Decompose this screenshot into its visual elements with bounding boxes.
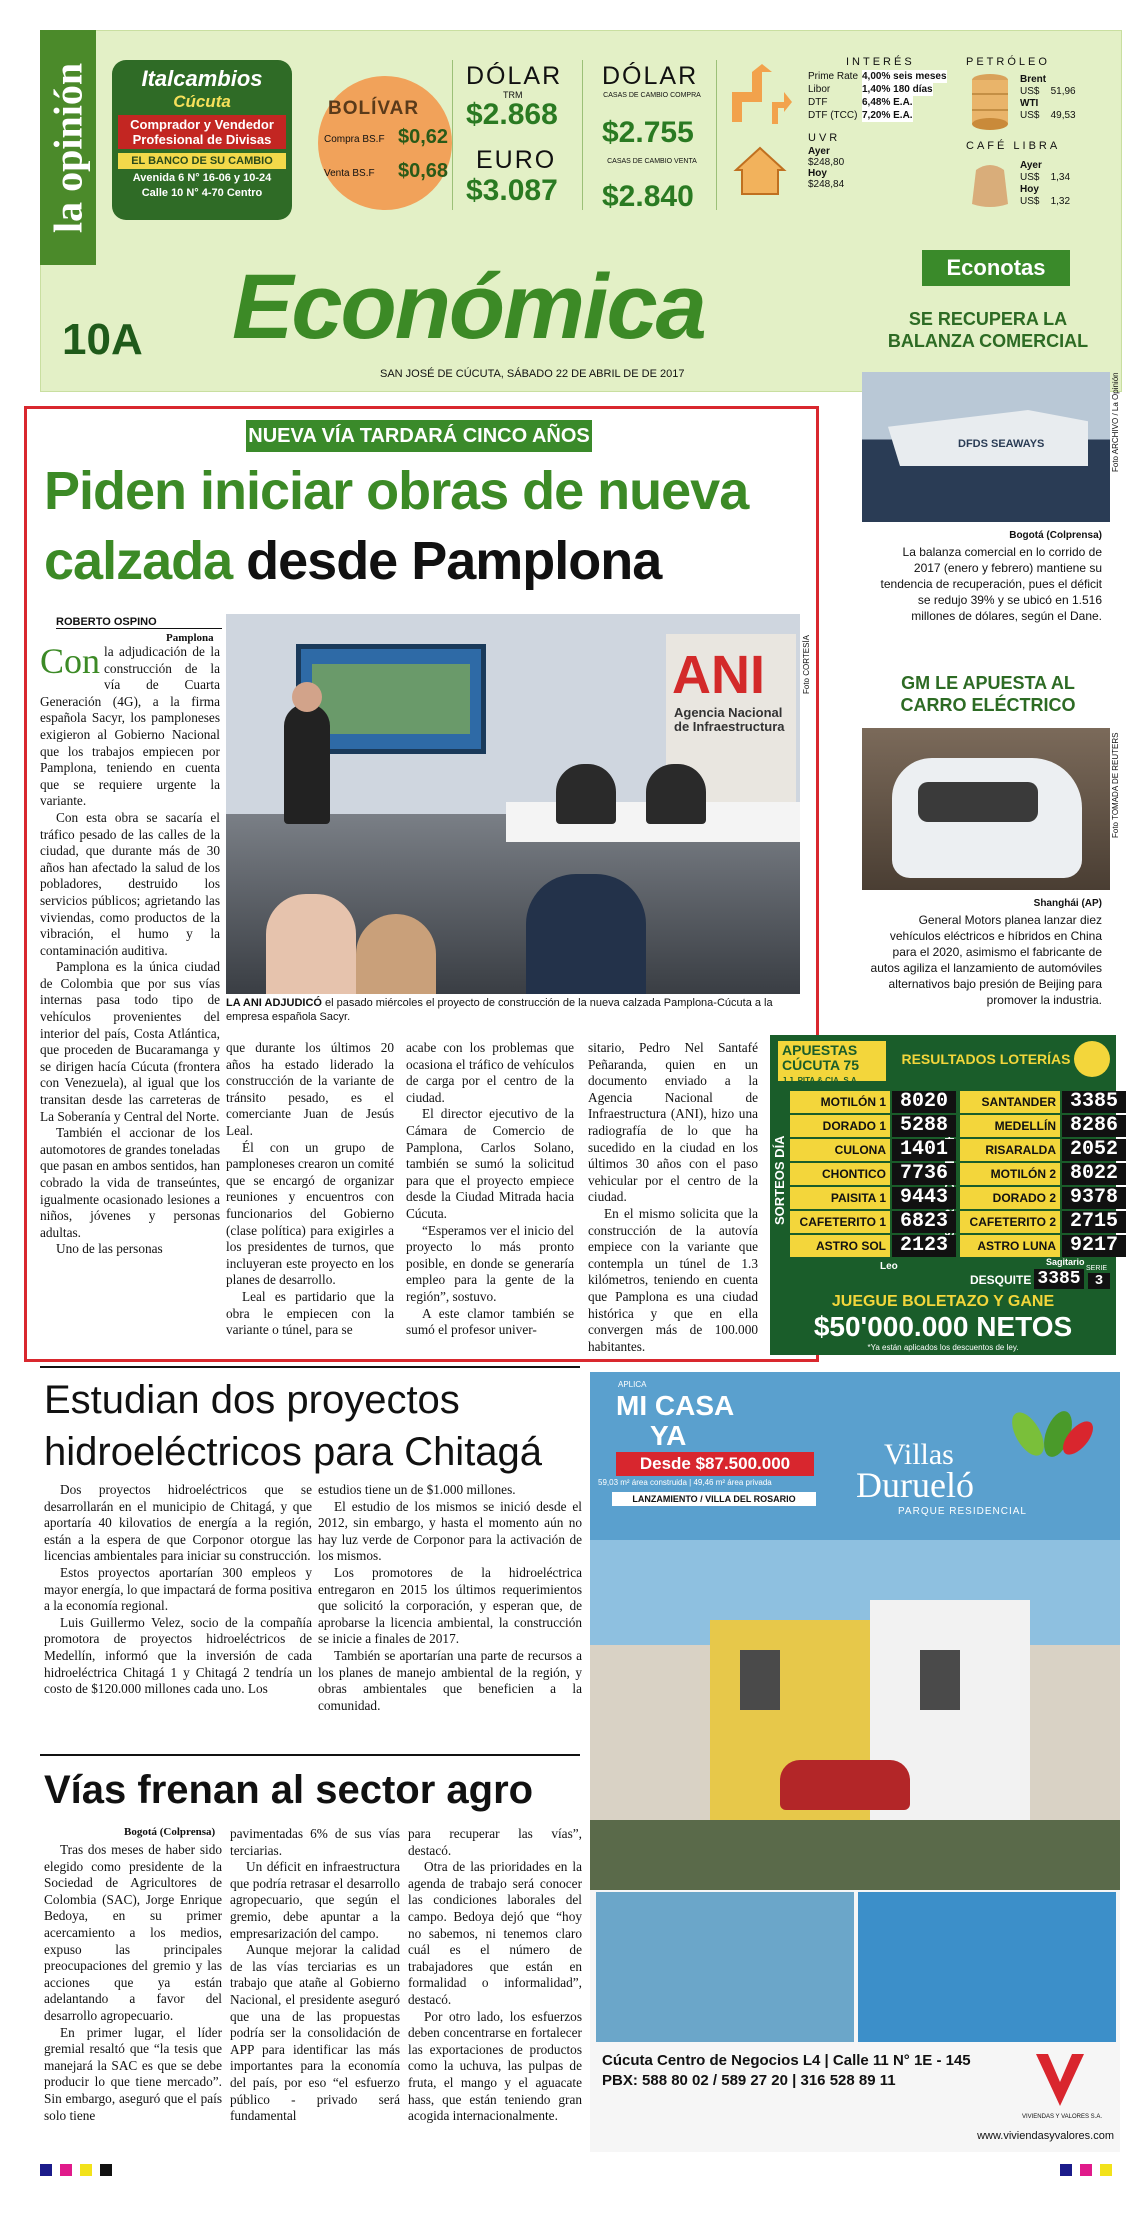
- cafe-hoy-label: Hoy: [1020, 184, 1039, 195]
- page-number: 10A: [62, 315, 143, 364]
- drop-cap: Con: [40, 641, 101, 681]
- lottery-mascot-icon: [1074, 1041, 1110, 1077]
- dia-sign: Leo: [880, 1261, 898, 1272]
- cafe-values: [1020, 160, 1110, 208]
- pool-render-2: [858, 1892, 1116, 2042]
- divider: [56, 628, 222, 629]
- petroleo-label: PETRÓLEO: [966, 56, 1050, 68]
- promo-note: *Ya están aplicados los descuentos de ley.: [867, 1343, 1019, 1352]
- kicker: NUEVA VÍA TARDARÁ CINCO AÑOS: [246, 420, 592, 452]
- cafe-hoy: 1,32: [1050, 196, 1071, 207]
- caption-lead: LA ANI ADJUDICÓ: [226, 997, 322, 1009]
- car-photo: [862, 728, 1110, 890]
- registration-mark: [1060, 2164, 1072, 2176]
- paragraph: Luis Guillermo Velez, socio de la compañía promotora de proyectos hidroeléctricos de Medellín, informó que la inversión de cada hidroeléctrica Chitagá 1 y Chitagá 2 tendría un costo de $120.000 millones cada uno. Los: [44, 1614, 312, 1697]
- noche-results: [960, 1091, 1127, 1271]
- agro-headline: Vías frenan al sector agro: [44, 1768, 534, 1812]
- econotas-title: Econotas: [922, 250, 1070, 286]
- headline-line-1: Piden iniciar obras de nueva: [44, 461, 749, 521]
- caption-text: el pasado miércoles el proyecto de construcción de la nueva calzada Pamplona-Cúcuta a la empresa española Sacyr.: [226, 997, 773, 1023]
- registration-mark: [80, 2164, 92, 2176]
- chitaga-column-2: [318, 1482, 582, 1714]
- interes-row-label: DTF (TCC): [808, 110, 858, 121]
- divider: [452, 60, 453, 210]
- lottery-row: [790, 1187, 960, 1209]
- paragraph: En el mismo solicita que la construcción de la autovía empiece con la variante que contempla un túnel de 1.3 kilómetros, teniendo en cuenta que Pamplona es una ciudad histórica y que en ella convergen más de 100.000 habitantes.: [588, 1205, 758, 1354]
- lottery-name: CAFETERITO 2: [960, 1211, 1060, 1233]
- pool-render-1: [596, 1892, 854, 2042]
- leaf-logo-icon: [998, 1404, 1098, 1464]
- paragraph: “Esperamos ver el inicio del proyecto lo más pronto posible, en donde se generaría empleo para la gente de la región”, sostuvo.: [406, 1222, 574, 1304]
- uvr-label: UVR: [808, 132, 841, 144]
- agro-column-3: [408, 1826, 582, 2125]
- serie-label: SERIE: [1086, 1265, 1108, 1272]
- uvr-ayer: $248,80: [808, 157, 845, 168]
- apuestas-sub: J.J. PITA & CIA. S.A.: [782, 1076, 859, 1085]
- ship-text: DFDS SEAWAYS: [958, 438, 1045, 450]
- section-vertical-label: la opinión: [40, 30, 96, 265]
- uvr-hoy: $248,84: [808, 179, 845, 190]
- chitaga-headline-2: hidroeléctricos para Chitagá: [44, 1430, 543, 1474]
- lottery-row: [790, 1163, 960, 1185]
- brent-value: 51,96: [1050, 86, 1076, 97]
- bolivar-label: BOLÍVAR: [328, 98, 420, 119]
- ad-brand-1: Villas: [884, 1438, 954, 1471]
- lottery-name: CAFETERITO 1: [790, 1211, 890, 1233]
- paragraph: Estos proyectos aportarían 300 empleos y mayor energía, lo que impactará de forma positiva a la economía regional.: [44, 1564, 312, 1614]
- econotas-headline-2: GM LE APUESTA AL CARRO ELÉCTRICO: [900, 673, 1076, 715]
- sorteos-dia-label: SORTEOS DÍA: [772, 1135, 787, 1225]
- uvr-hoy-label: Hoy: [808, 168, 827, 179]
- divider: [40, 1366, 580, 1368]
- headline-black-words: desde Pamplona: [246, 531, 662, 591]
- paragraph: A este clamor también se sumó el profesor univer-: [406, 1305, 574, 1338]
- paragraph: Los promotores de la hidroeléctrica entregaron en 2015 los últimos requerimientos que solicitó la corporación, y esperan que, de aprobarse la licencia ambiental, la construcción se inicie a finales de 2017.: [318, 1564, 582, 1647]
- lottery-number: 8286: [1062, 1115, 1126, 1137]
- lottery-title: RESULTADOS LOTERÍAS: [901, 1051, 1071, 1067]
- lottery-name: MOTILÓN 1: [790, 1091, 890, 1113]
- photo-credit: Foto CORTESÍA: [802, 635, 811, 694]
- paragraph: Uno de las personas: [56, 1241, 163, 1257]
- lottery-number: 9378: [1062, 1187, 1126, 1209]
- story-column-3: [406, 1040, 574, 1339]
- lottery-number: 2052: [1062, 1139, 1126, 1161]
- noche-sign: Sagitario: [1046, 1257, 1085, 1267]
- coffee-sack-icon: [968, 160, 1012, 210]
- house-icon: [730, 140, 790, 200]
- wti-value: 49,53: [1050, 110, 1076, 121]
- cafe-ayer-label: Ayer: [1020, 160, 1042, 171]
- apuestas-logo: [778, 1041, 886, 1085]
- press-conference-photo: [226, 614, 800, 994]
- lottery-row: [790, 1115, 960, 1137]
- lottery-row: [960, 1163, 1127, 1185]
- cafe-ayer: 1,34: [1050, 172, 1071, 183]
- ad-office: Cúcuta Centro de Negocios L4 | Calle 11 N° 1E - 145: [602, 2052, 971, 2069]
- interes-row-value: 6,48% E.A.: [862, 97, 913, 108]
- story-column-1: [40, 641, 220, 1258]
- promo-line-1: JUEGUE BOLETAZO Y GANE: [831, 1293, 1055, 1310]
- lottery-row: [960, 1187, 1127, 1209]
- photo-credit: Foto ARCHIVO / La Opinión: [1111, 372, 1120, 472]
- story-column-2: [226, 1040, 394, 1339]
- cafe-hoy-unit: US$: [1020, 196, 1040, 207]
- bolivar-venta-label: Venta BS.F: [324, 168, 375, 179]
- interes-row-label: DTF: [808, 97, 828, 108]
- wti-label: WTI: [1020, 98, 1039, 109]
- chitaga-column-1: [44, 1482, 312, 1698]
- wti-unit: US$: [1020, 110, 1040, 121]
- oil-barrel-icon: [968, 72, 1012, 132]
- photo-credit: Foto TOMADA DE REUTERS: [1111, 732, 1120, 838]
- paragraph: para recuperar las vías”, destacó.: [408, 1826, 582, 1858]
- interes-row-label: Libor: [808, 84, 831, 95]
- lottery-number: 2123: [892, 1235, 956, 1257]
- lottery-number: 9217: [1062, 1235, 1126, 1257]
- paragraph: Con esta obra se sacaría el tráfico pesado de las calles de la ciudad, que durante más de 30 años han afectado la salud de los pobladores, destruido los servicios públicos; agrietando las viviendas, como productos de la vibración, el humo y la contaminación auditiva.: [40, 809, 220, 958]
- paragraph: En primer lugar, el líder gremial resaltó que “la tesis que manejará la SAC es que se debe producir lo que tiene mercado”. Sin embargo, aseguró que el país solo tiene: [44, 2024, 222, 2123]
- headline-line-2: [44, 530, 661, 592]
- chitaga-headline-1: Estudian dos proyectos: [44, 1378, 460, 1422]
- dolar-casas-label: DÓLAR: [602, 62, 699, 90]
- interes-row-value: 4,00% seis meses: [862, 71, 947, 82]
- company-logo-icon: [1030, 2048, 1090, 2112]
- petroleo-values: [1020, 74, 1110, 122]
- paragraph: estudios tiene un de $1.000 millones.: [318, 1482, 516, 1497]
- paragraph: acabe con los problemas que ocasiona el tráfico de vehículos de carga por el centro de la ciudad.: [406, 1040, 574, 1105]
- story-column-4: [588, 1040, 758, 1355]
- ad-brand-2: Durueló: [856, 1465, 974, 1505]
- cafe-ayer-unit: US$: [1020, 172, 1040, 183]
- lottery-name: MEDELLÍN: [960, 1115, 1060, 1137]
- interes-label: INTERÉS: [846, 56, 915, 68]
- ad-price: Desde $87.500.000: [616, 1452, 814, 1476]
- paragraph: Tras dos meses de haber sido elegido como presidente de la Sociedad de Agricultores de Colombia (SAC), Jorge Enrique Bedoya, en su primer acercamiento a los medios, expuso las principales preocupaciones del gremio y las acciones que ya están adelantando a favor del desarrollo agropecuario.: [44, 1842, 222, 2023]
- interes-row-value: 1,40% 180 días: [862, 84, 933, 95]
- paragraph: pavimentadas 6% de sus vías terciarias.: [230, 1826, 400, 1858]
- paragraph: la adjudicación de la construcción de la vía de Cuarta Generación (4G), a la firma española Sacyr, los pamploneses exigieron al Gobierno Nacional que los trabajos empiecen por Pamplona, teniendo en cuenta que se requiere urgente la variante.: [40, 644, 220, 809]
- chitaga-headline: [44, 1374, 542, 1478]
- ad-company: VIVIENDAS Y VALORES S.A.: [1021, 2114, 1103, 2120]
- lottery-name: DORADO 1: [790, 1115, 890, 1137]
- italcambios-city: Cúcuta: [173, 92, 231, 111]
- italcambios-name: Italcambios: [141, 66, 263, 91]
- lottery-name: DORADO 2: [960, 1187, 1060, 1209]
- registration-mark: [1100, 2164, 1112, 2176]
- lottery-name: CULONA: [790, 1139, 890, 1161]
- dateline: SAN JOSÉ DE CÚCUTA, SÁBADO 22 DE ABRIL DE DE 2017: [380, 368, 685, 380]
- serie-number: 3: [1088, 1273, 1110, 1289]
- lottery-number: 2715: [1062, 1211, 1126, 1233]
- byline: ROBERTO OSPINO: [56, 616, 157, 628]
- lottery-number: 8020: [892, 1091, 956, 1113]
- dolar-casas-venta-label: CASAS DE CAMBIO VENTA: [607, 158, 697, 165]
- registration-mark: [40, 2164, 52, 2176]
- italcambios-address-1: Avenida 6 N° 16-06 y 10-24: [132, 172, 272, 184]
- dia-results: [790, 1091, 960, 1271]
- dolar-casas-compra: $2.755: [602, 116, 694, 149]
- cafe-label: CAFÉ LIBRA: [966, 140, 1061, 152]
- photo-sign: ANI: [672, 645, 765, 705]
- ad-ya: YA: [650, 1420, 687, 1451]
- lottery-row: [960, 1115, 1127, 1137]
- paragraph: Él con un grupo de pamploneses crearon un comité que se encargó de organizar reuniones y encuentros con funcionarios del Gobierno (clase política) para exigirles a los presidentes de turnos, que incluyeran este proyecto en los planes de desarrollo.: [226, 1139, 394, 1288]
- euro-value: $3.087: [466, 174, 558, 207]
- bolivar-compra-label: Compra BS.F: [324, 134, 385, 145]
- divider: [40, 1754, 580, 1756]
- italcambios-address-2: Calle 10 N° 4-70 Centro: [141, 187, 263, 199]
- lottery-name: ASTRO LUNA: [960, 1235, 1060, 1257]
- divider: [582, 60, 583, 210]
- interes-row-value: 7,20% E.A.: [862, 110, 913, 121]
- registration-mark: [1080, 2164, 1092, 2176]
- paragraph: También el accionar de los automotores de grandes toneladas que pasan en ambos sentidos, han cobrado la vida de transeúntes, igualmente ocasionado lesiones a niños, jóvenes y personas adultas.: [40, 1125, 220, 1240]
- lottery-row: [790, 1139, 960, 1161]
- ad-brand-sub: PARQUE RESIDENCIAL: [898, 1506, 1027, 1517]
- lottery-number: 1401: [892, 1139, 956, 1161]
- promo-line-2: $50'000.000 NETOS: [813, 1311, 1073, 1342]
- photo-caption: [226, 996, 806, 1024]
- ad-apply: APLICA: [618, 1380, 647, 1389]
- lottery-number: 8022: [1062, 1163, 1126, 1185]
- econotas-body-1: La balanza comercial en lo corrido de 2017 (enero y febrero) mantiene su tendencia de recuperación, pues el déficit se redujo 39% y se ubicó en 1.516 millones de dólares, según el Dane.: [880, 545, 1102, 623]
- divider: [716, 60, 717, 210]
- lottery-name: ASTRO SOL: [790, 1235, 890, 1257]
- paragraph: También se aportarían una parte de recursos a los planes de manejo ambiental de la región, y obras ambientales que beneficien a la comunidad.: [318, 1647, 582, 1713]
- desquite-number: 3385: [1034, 1269, 1084, 1289]
- paragraph: que durante los últimos 20 años ha estado liderado la construcción de la variante de tránsito pesado, es el comerciante Juan de Jesús Leal.: [226, 1040, 394, 1138]
- lottery-row: [790, 1091, 960, 1113]
- interes-row-label: Prime Rate: [808, 71, 859, 82]
- ad-mi-casa: MI CASA: [616, 1390, 735, 1421]
- ship-photo: [862, 372, 1110, 522]
- dolar-trm-sub: TRM: [503, 90, 523, 100]
- bolivar-venta: $0,68: [398, 160, 449, 182]
- place: Pamplona: [166, 632, 214, 644]
- italcambios-tag: EL BANCO DE SU CAMBIO: [118, 153, 286, 169]
- euro-label: EURO: [476, 146, 557, 174]
- ad-launch: LANZAMIENTO / VILLA DEL ROSARIO: [612, 1492, 816, 1506]
- paragraph: Pamplona es la única ciudad de Colombia que por sus vías internas pasa todo tipo de vehículos provenientes del interior del país, Costa Atlántica, que proceden de Bucaramanga y se dirigen hacía Cúcuta (frontera con Venezuela), al igual que los transitan desde las carreteras de La Soberanía y Central del Norte.: [40, 959, 220, 1124]
- agro-column-2: [230, 1826, 400, 2125]
- ad-area: 59,03 m² área construida | 49,46 m² área privada: [598, 1478, 772, 1487]
- lottery-name: SANTANDER: [960, 1091, 1060, 1113]
- lottery-number: 9443: [892, 1187, 956, 1209]
- section-title: Económica: [232, 256, 705, 358]
- paragraph: Dos proyectos hidroeléctricos que se desarrollarán en el municipio de Chitagá, y que aportaría 40 kilovatios de energía a la región, están a la espera de que Corponor otorgue las licencias ambientales para iniciar su construcción.: [44, 1482, 312, 1564]
- bolivar-compra: $0,62: [398, 126, 449, 148]
- econotas-source-1: Bogotá (Colprensa): [1009, 530, 1102, 541]
- paragraph: El estudio de los mismos se inició desde el 2012, sin embargo, y hasta el momento aún no hay luz verde de Corponor para la activación de los mismos.: [318, 1498, 582, 1564]
- uvr-ayer-label: Ayer: [808, 146, 830, 157]
- ad-phones: PBX: 588 80 02 / 589 27 20 | 316 528 89 11: [602, 2072, 896, 2089]
- paragraph: El director ejecutivo de la Cámara de Comercio de Pamplona, Carlos Solano, también se sumó la solicitud para que el proyecto empiece desde la Ciudad Mitrada hacia Cúcuta.: [406, 1106, 574, 1221]
- dolar-trm-value: $2.868: [466, 98, 558, 131]
- brent-unit: US$: [1020, 86, 1040, 97]
- econotas-body-2: General Motors planea lanzar diez vehículos eléctricos e híbridos en China para el 2020, asimismo el fabricante de autos agiliza el lanzamiento de automóviles alternativos bajo presión de Beijing para promover la industria.: [870, 913, 1102, 1007]
- agro-source: Bogotá (Colprensa): [124, 1826, 216, 1838]
- italcambios-slogan: Comprador y Vendedor Profesional de Divisas: [118, 115, 286, 149]
- registration-mark: [100, 2164, 112, 2176]
- brent-label: Brent: [1020, 74, 1047, 85]
- italcambios-ad: [112, 60, 292, 220]
- headline-green-word: calzada: [44, 531, 233, 591]
- lottery-number: 5288: [892, 1115, 956, 1137]
- econotas-source-2: Shanghái (AP): [1033, 898, 1102, 909]
- lottery-name: CHONTICO: [790, 1163, 890, 1185]
- paragraph: Otra de las prioridades en la agenda de trabajo será conocer las condiciones laborales del campo. Bedoya dejó que “hoy no sabemos, ni tenemos claro cuál es el número de trabajadores que están en formalidad o informalidad”, destacó.: [408, 1859, 582, 2007]
- lottery-row: [960, 1139, 1127, 1161]
- ad-brand: [848, 1404, 1108, 1520]
- houses-photo: [590, 1540, 1120, 1890]
- ad-website: www.viviendasyvalores.com: [977, 2130, 1114, 2142]
- lottery-results: [770, 1035, 1116, 1355]
- paragraph: Leal es partidario que la obra le empiecen con la variante o túnel, para se: [226, 1288, 394, 1338]
- registration-mark: [60, 2164, 72, 2176]
- lottery-number: 6823: [892, 1211, 956, 1233]
- desquite-label: DESQUITE: [970, 1273, 1032, 1287]
- lottery-number: 7736: [892, 1163, 956, 1185]
- dolar-casas-compra-label: CASAS DE CAMBIO COMPRA: [603, 92, 701, 99]
- lottery-name: RISARALDA: [960, 1139, 1060, 1161]
- apuestas-name: APUESTAS CÚCUTA 75: [782, 1042, 860, 1073]
- interest-arrows-icon: [722, 62, 794, 132]
- paragraph: Un déficit en infraestructura que podría retrasar el desarrollo agropecuario, que según el gremio, debe apuntar a la empresarización del campo.: [230, 1859, 400, 1941]
- photo-sign-2: Agencia Nacional de Infraestructura: [674, 705, 785, 734]
- paragraph: sitario, Pedro Nel Santafé Peñaranda, quien en un documento enviado a la Agencia Nacional de Infraestructura (ANI), hizo una radiografía de lo que ha sucedido en la ciudad en los últimos 30 años con el paso vehicular por el centro de la ciudad.: [588, 1040, 758, 1205]
- lottery-row: [790, 1211, 960, 1233]
- lottery-row: [960, 1235, 1127, 1257]
- econotas-headline-1: SE RECUPERA LA BALANZA COMERCIAL: [887, 309, 1089, 351]
- uvr-values: [808, 146, 844, 190]
- lottery-row: [960, 1211, 1127, 1233]
- lottery-name: MOTILÓN 2: [960, 1163, 1060, 1185]
- lottery-number: 3385: [1062, 1091, 1126, 1113]
- paragraph: Por otro lado, los esfuerzos deben concentrarse en fortalecer las exportaciones de productos como la uchuva, las pulpas de fruta, el mango y el aguacate hass, que están teniendo gran acogida internacionalmente.: [408, 2008, 582, 2124]
- agro-column-1: [44, 1842, 222, 2124]
- interes-table: [808, 70, 956, 122]
- dolar-trm-label: DÓLAR: [466, 62, 563, 90]
- lottery-row: [960, 1091, 1127, 1113]
- dolar-casas-venta: $2.840: [602, 180, 694, 213]
- paragraph: Aunque mejorar la calidad de las vías terciarias es un trabajo que atañe al Gobierno Nacional, el presidente aseguró que una de las propuestas podría ser la consolidación de APP para identificar las más importantes para la economía del país, por eso “el esfuerzo público - privado será fundamental: [230, 1942, 400, 2124]
- lottery-row: [790, 1235, 960, 1257]
- lottery-name: PAISITA 1: [790, 1187, 890, 1209]
